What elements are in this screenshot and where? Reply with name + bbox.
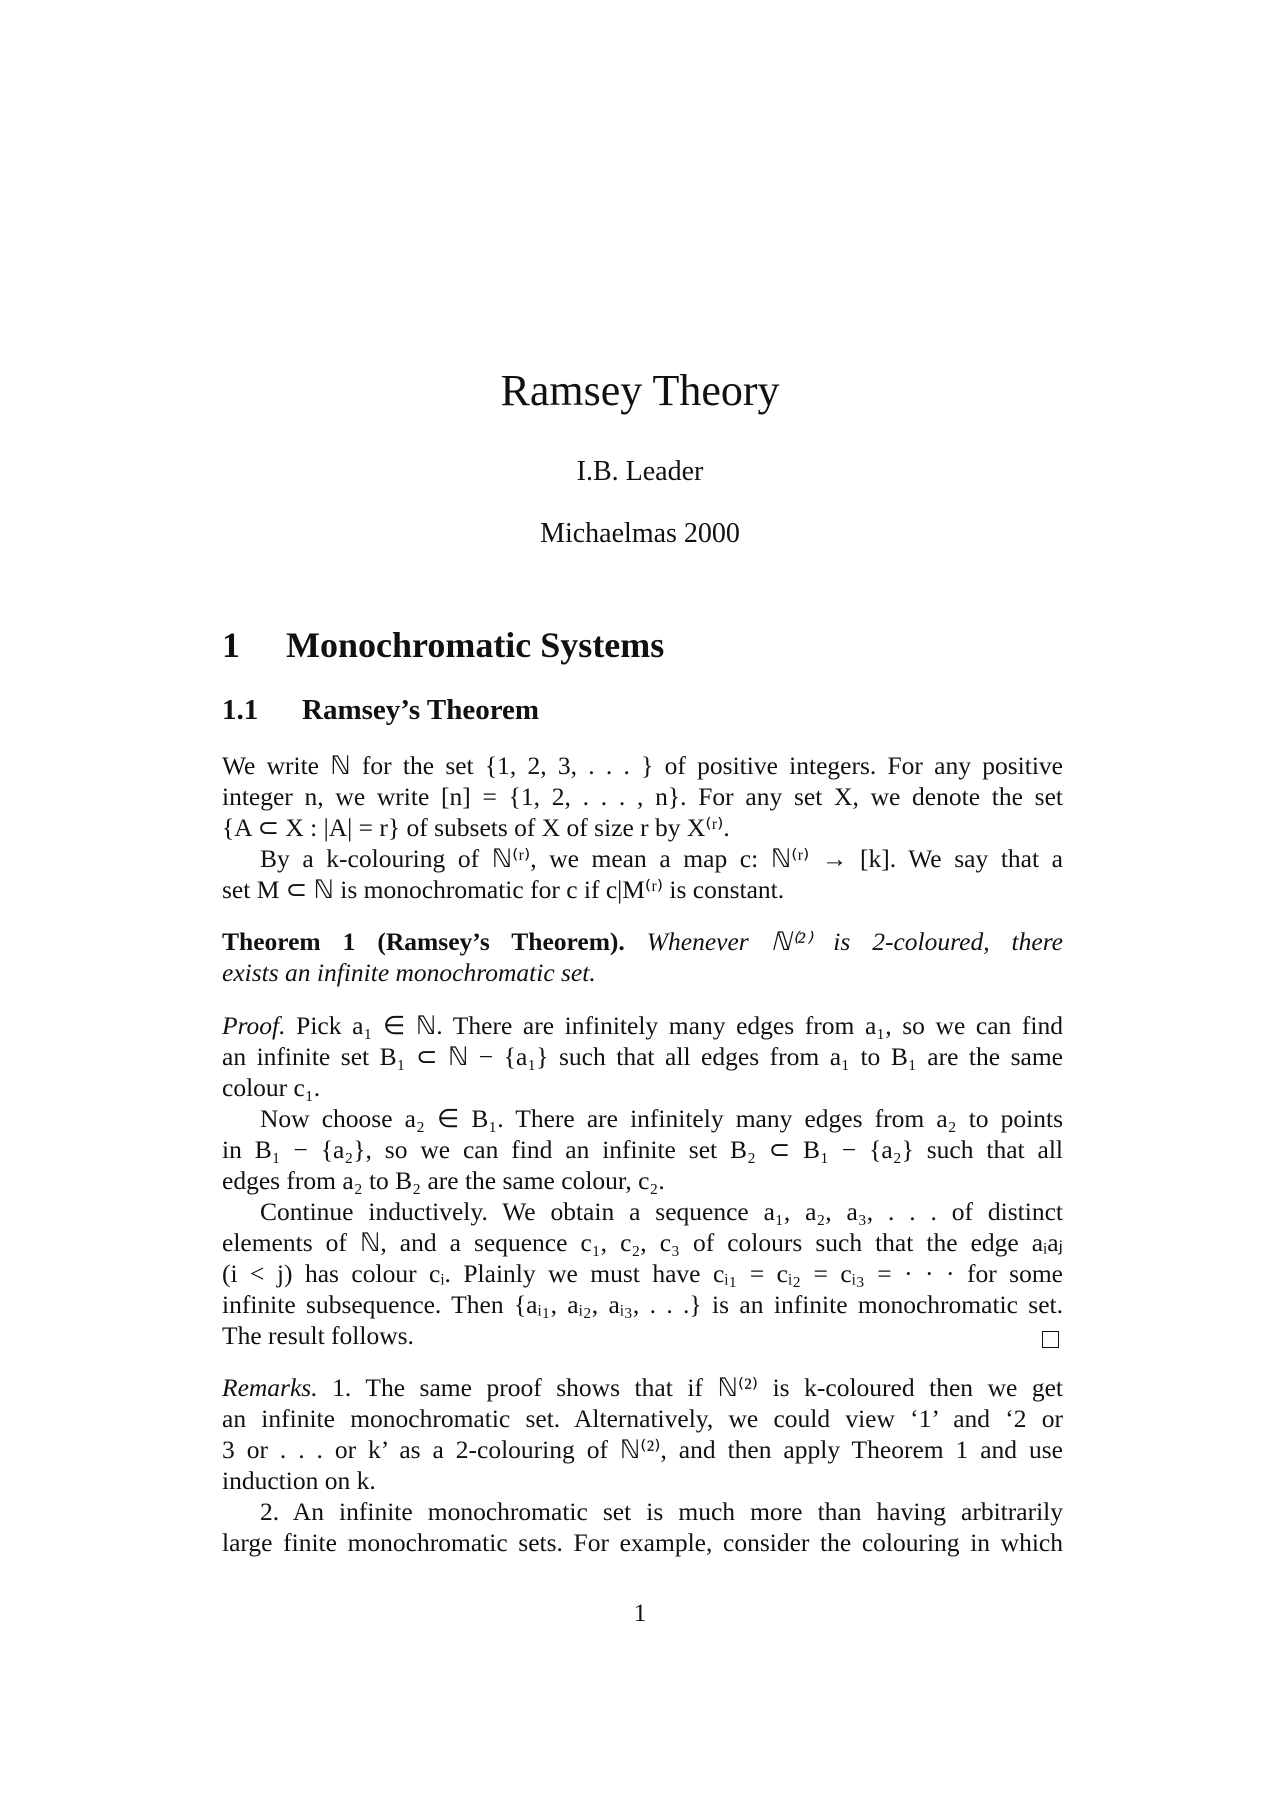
proof-line [222, 1010, 1063, 1042]
text-line: in B₁ − {a₂}, so we can find an infinite set B₂ ⊂ B₁ − {a₂} such that all [222, 1135, 1063, 1164]
text-line: (i < j) has colour cᵢ. Plainly we must have cᵢ₁ = cᵢ₂ = cᵢ₃ = · · · for some [222, 1259, 1063, 1288]
remarks-heading: Remarks. [222, 1373, 318, 1402]
text-line: colour c₁. [222, 1073, 321, 1102]
remarks-line [222, 1372, 1063, 1404]
document-date: Michaelmas 2000 [540, 518, 740, 549]
theorem-text: exists an infinite monochromatic set. [222, 958, 596, 987]
text-line: 3 or . . . or k’ as a 2-colouring of ℕ⁽²⁾, and then apply Theorem 1 and use [222, 1435, 1063, 1464]
qed-square-icon [1042, 1331, 1059, 1348]
section-heading [222, 624, 664, 666]
text-line: induction on k. [222, 1466, 376, 1495]
remarks-text: 1. The same proof shows that if ℕ⁽²⁾ is k-coloured then we get [332, 1373, 1064, 1402]
text-line: We write ℕ for the set {1, 2, 3, . . . } of positive integers. For any positive [222, 751, 1063, 780]
text-line: edges from a₂ to B₂ are the same colour, c₂. [222, 1166, 665, 1195]
subsection-heading [222, 694, 539, 727]
subsection-title: Ramsey’s Theorem [302, 694, 540, 726]
text-line: The result follows. [222, 1321, 414, 1350]
theorem-line [222, 926, 1063, 958]
text-line: 2. An infinite monochromatic set is much more than having arbitrarily [260, 1497, 1063, 1526]
theorem-text: Whenever ℕ⁽²⁾ is 2-coloured, there [646, 927, 1063, 956]
section-number: 1 [222, 625, 240, 665]
text-line: elements of ℕ, and a sequence c₁, c₂, c₃ of colours such that the edge aᵢaⱼ [222, 1228, 1063, 1257]
theorem-heading: Theorem 1 (Ramsey’s Theorem). [222, 927, 625, 956]
page-number: 1 [633, 1598, 647, 1627]
text-line: an infinite set B₁ ⊂ ℕ − {a₁} such that all edges from a₁ to B₁ are the same [222, 1042, 1063, 1071]
text-line: {A ⊂ X : |A| = r} of subsets of X of size r by X⁽ʳ⁾. [222, 813, 730, 842]
text-line: large finite monochromatic sets. For example, consider the colouring in which [222, 1528, 1063, 1557]
subsection-number: 1.1 [222, 694, 259, 726]
document-author: I.B. Leader [576, 456, 704, 487]
text-line: By a k-colouring of ℕ⁽ʳ⁾, we mean a map c: ℕ⁽ʳ⁾ → [k]. We say that a [260, 844, 1063, 873]
text-line: integer n, we write [n] = {1, 2, . . . , n}. For any set X, we denote the set [222, 782, 1063, 811]
text-line: Now choose a₂ ∈ B₁. There are infinitely many edges from a₂ to points [260, 1104, 1063, 1133]
document-title: Ramsey Theory [500, 366, 780, 415]
proof-heading: Proof. [222, 1011, 286, 1040]
text-line: Continue inductively. We obtain a sequence a₁, a₂, a₃, . . . of distinct [260, 1197, 1063, 1226]
text-line: an infinite monochromatic set. Alternatively, we could view ‘1’ and ‘2 or [222, 1404, 1063, 1433]
text-line: set M ⊂ ℕ is monochromatic for c if c|M⁽ʳ⁾ is constant. [222, 875, 785, 904]
text-line: infinite subsequence. Then {aᵢ₁, aᵢ₂, aᵢ₃, . . .} is an infinite monochromatic set. [222, 1290, 1063, 1319]
proof-text: Pick a₁ ∈ ℕ. There are infinitely many edges from a₁, so we can find [296, 1011, 1063, 1040]
section-title: Monochromatic Systems [286, 625, 665, 665]
